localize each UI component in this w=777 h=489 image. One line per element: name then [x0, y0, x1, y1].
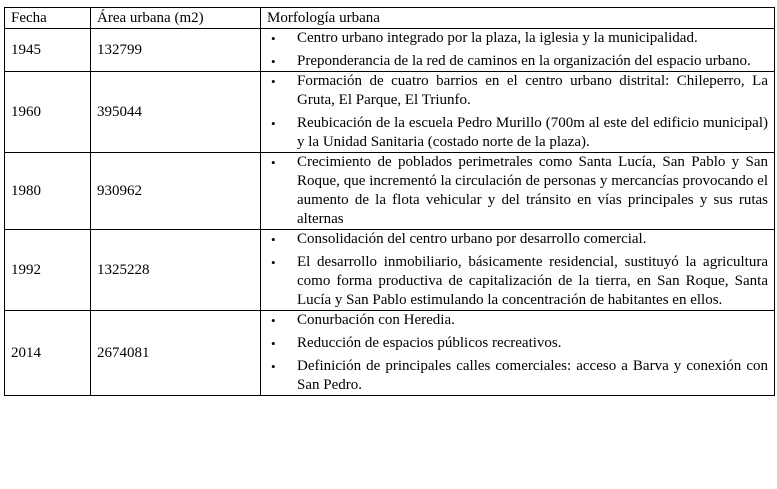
bullet-icon: • [271, 232, 276, 247]
list-item-text: Formación de cuatro barrios en el centro urbano distrital: Chileperro, La Gruta, El Parque, El Triunfo. [297, 73, 768, 108]
cell-area: 132799 [91, 29, 261, 72]
bullet-list [267, 311, 768, 395]
list-item [267, 311, 768, 330]
header-fecha: Fecha [5, 8, 91, 29]
bullet-list [267, 72, 768, 152]
cell-area: 1325228 [91, 230, 261, 311]
cell-morfologia [261, 230, 775, 311]
bullet-icon: • [271, 54, 276, 69]
table-row [5, 72, 775, 153]
bullet-icon: • [271, 74, 276, 89]
list-item-text: Definición de principales calles comerciales: acceso a Barva y conexión con San Pedro. [297, 358, 768, 393]
bullet-icon: • [271, 155, 276, 170]
list-item-text: Centro urbano integrado por la plaza, la iglesia y la municipalidad. [297, 30, 698, 46]
cell-morfologia [261, 311, 775, 396]
cell-area: 2674081 [91, 311, 261, 396]
bullet-icon: • [271, 255, 276, 270]
list-item [267, 52, 768, 71]
list-item-text: Reducción de espacios públicos recreativos. [297, 335, 562, 351]
header-morfologia: Morfología urbana [261, 8, 775, 29]
list-item [267, 253, 768, 310]
table-row [5, 311, 775, 396]
bullet-icon: • [271, 116, 276, 131]
bullet-icon: • [271, 31, 276, 46]
bullet-list [267, 230, 768, 310]
list-item-text: El desarrollo inmobiliario, básicamente residencial, sustituyó la agricultura como forma productiva de capitalización de la tierra, en San Roque, Santa Lucía y San Pablo estimulando la concentración de habitantes en ellos. [297, 254, 768, 308]
cell-morfologia [261, 72, 775, 153]
list-item [267, 153, 768, 229]
bullet-list [267, 153, 768, 229]
cell-morfologia [261, 29, 775, 72]
table-header [5, 8, 775, 29]
table-row [5, 153, 775, 230]
list-item-text: Reubicación de la escuela Pedro Murillo (700m al este del edificio municipal) y la Unidad Sanitaria (costado norte de la plaza). [297, 115, 768, 150]
table-row [5, 230, 775, 311]
list-item [267, 114, 768, 152]
cell-fecha: 2014 [5, 311, 91, 396]
table-body [5, 29, 775, 396]
bullet-icon: • [271, 359, 276, 374]
list-item-text: Conurbación con Heredia. [297, 312, 455, 328]
urban-morphology-table [4, 7, 775, 396]
list-item [267, 230, 768, 249]
bullet-list [267, 29, 768, 71]
list-item-text: Consolidación del centro urbano por desarrollo comercial. [297, 231, 647, 247]
cell-morfologia [261, 153, 775, 230]
list-item [267, 334, 768, 353]
cell-area: 930962 [91, 153, 261, 230]
bullet-icon: • [271, 336, 276, 351]
list-item [267, 29, 768, 48]
cell-fecha: 1960 [5, 72, 91, 153]
header-area: Área urbana (m2) [91, 8, 261, 29]
header-row [5, 8, 775, 29]
list-item-text: Crecimiento de poblados perimetrales como Santa Lucía, San Pablo y San Roque, que incrementó la circulación de personas y mercancías provocando el aumento de la flota vehicular y del tránsito en vías principales y sus rutas alternas [297, 154, 768, 227]
cell-fecha: 1980 [5, 153, 91, 230]
list-item [267, 357, 768, 395]
cell-fecha: 1992 [5, 230, 91, 311]
cell-area: 395044 [91, 72, 261, 153]
list-item [267, 72, 768, 110]
cell-fecha: 1945 [5, 29, 91, 72]
bullet-icon: • [271, 313, 276, 328]
list-item-text: Preponderancia de la red de caminos en la organización del espacio urbano. [297, 53, 751, 69]
table-row [5, 29, 775, 72]
